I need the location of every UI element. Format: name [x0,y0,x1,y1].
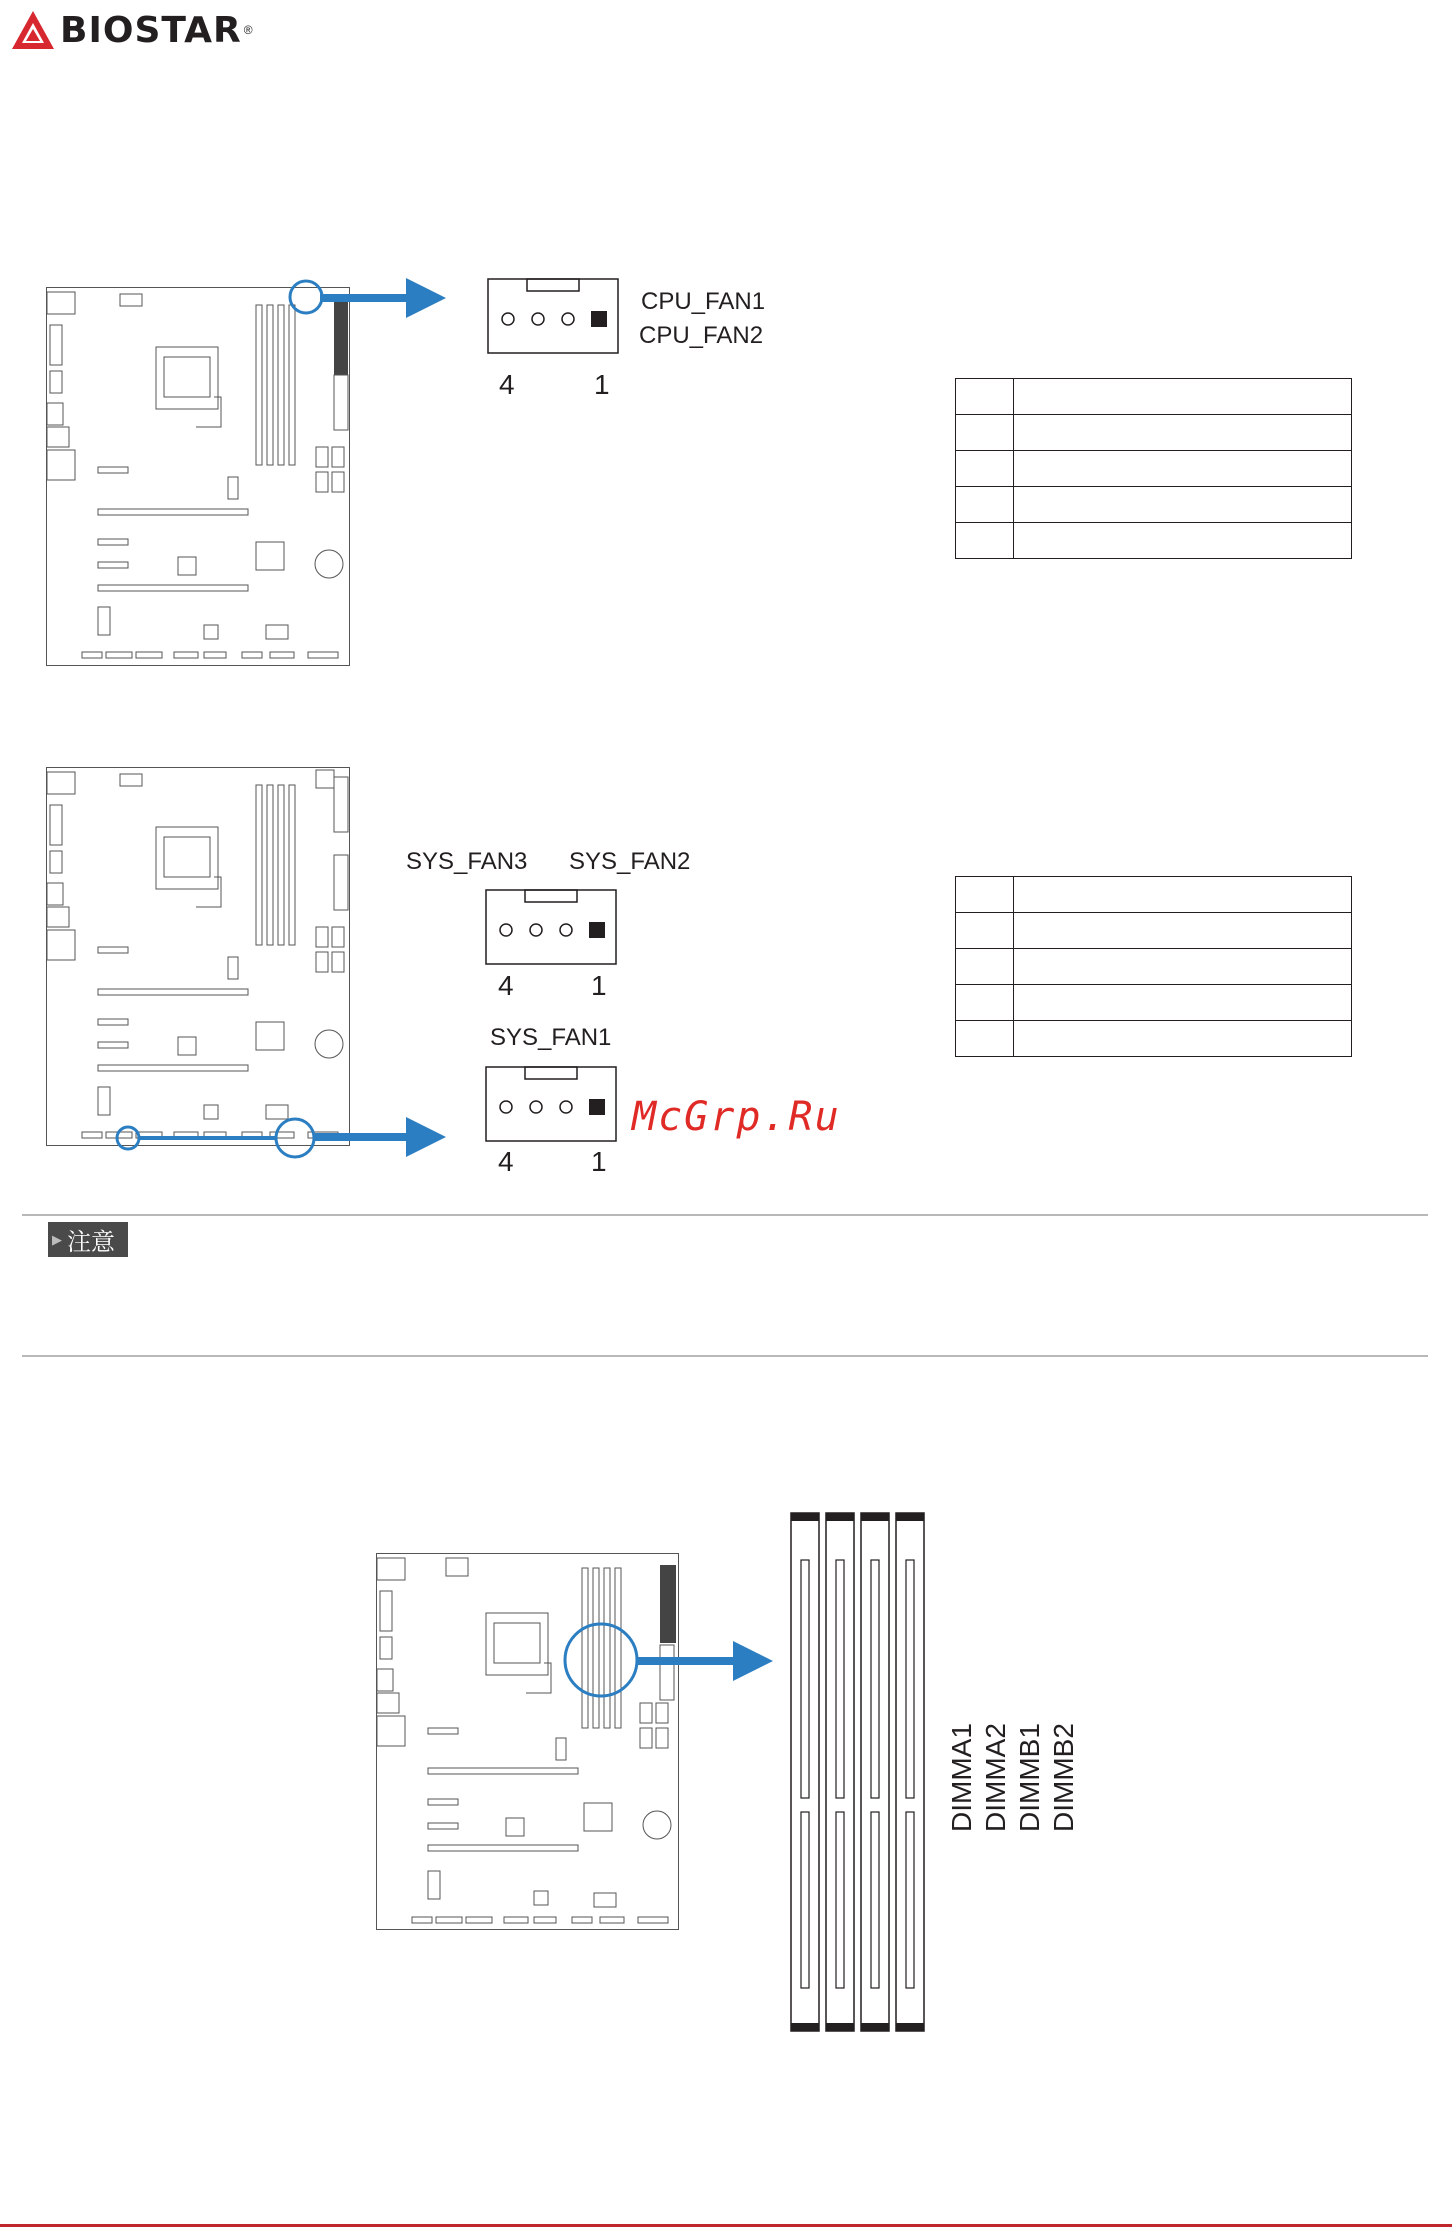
sys-fan1-connector [485,1066,617,1142]
table-row [956,949,1352,985]
brand-name: BIOSTAR [60,9,242,51]
sys-fan-pin-table [955,876,1352,1057]
dimm-label-b1: DIMMB1 [1014,1723,1045,1832]
motherboard-diagram-sys-fan [46,767,351,1147]
table-row [956,985,1352,1021]
biostar-triangle-icon [10,9,56,51]
divider-top [22,1214,1428,1216]
cpu-fan-pin-4-label: 4 [499,369,515,400]
cpu-fan-pin-1-label: 1 [594,369,610,400]
divider-bottom [22,1355,1428,1357]
sys-fan23-pin-1-label: 1 [591,970,607,1001]
motherboard-diagram-cpu-fan [46,287,351,667]
play-triangle-icon: ▶ [52,1231,62,1247]
table-row [956,523,1352,559]
dimm-label-a2: DIMMA2 [980,1723,1011,1832]
cpu-fan1-label: CPU_FAN1 [641,288,766,315]
table-row [956,487,1352,523]
sys-fan1-label: SYS_FAN1 [490,1024,612,1051]
note-label: 注意 [67,1229,115,1256]
sys-fan3-label: SYS_FAN3 [406,848,528,875]
registered-mark: ® [243,23,253,37]
cpu-fan-pin-table [955,378,1352,559]
footer-red-line [0,2224,1452,2227]
sys-fan1-pin-4-label: 4 [498,1146,514,1177]
watermark-text: McGrp.Ru [632,1094,841,1140]
dimm-slots-diagram [790,1512,926,2032]
table-row [956,1021,1352,1057]
note-badge [48,1222,128,1257]
cpu-fan2-label: CPU_FAN2 [639,322,764,349]
sys-fan2-label: SYS_FAN2 [569,848,691,875]
table-row [956,451,1352,487]
sys-fan1-pin-1-label: 1 [591,1146,607,1177]
table-row [956,877,1352,913]
table-row [956,415,1352,451]
brand-logo [10,6,253,54]
sys-fan23-pin-4-label: 4 [498,970,514,1001]
sys-fan23-connector [485,889,617,965]
cpu-fan-connector [487,278,619,354]
dimm-label-a1: DIMMA1 [946,1723,977,1832]
table-row [956,379,1352,415]
dimm-arrow-icon [636,1639,773,1683]
dimm-label-b2: DIMMB2 [1048,1723,1079,1832]
cpu-fan-arrow-icon [320,276,446,320]
sys-fan-arrow-icon [314,1115,446,1159]
table-row [956,913,1352,949]
motherboard-diagram-dimm [376,1553,680,1931]
